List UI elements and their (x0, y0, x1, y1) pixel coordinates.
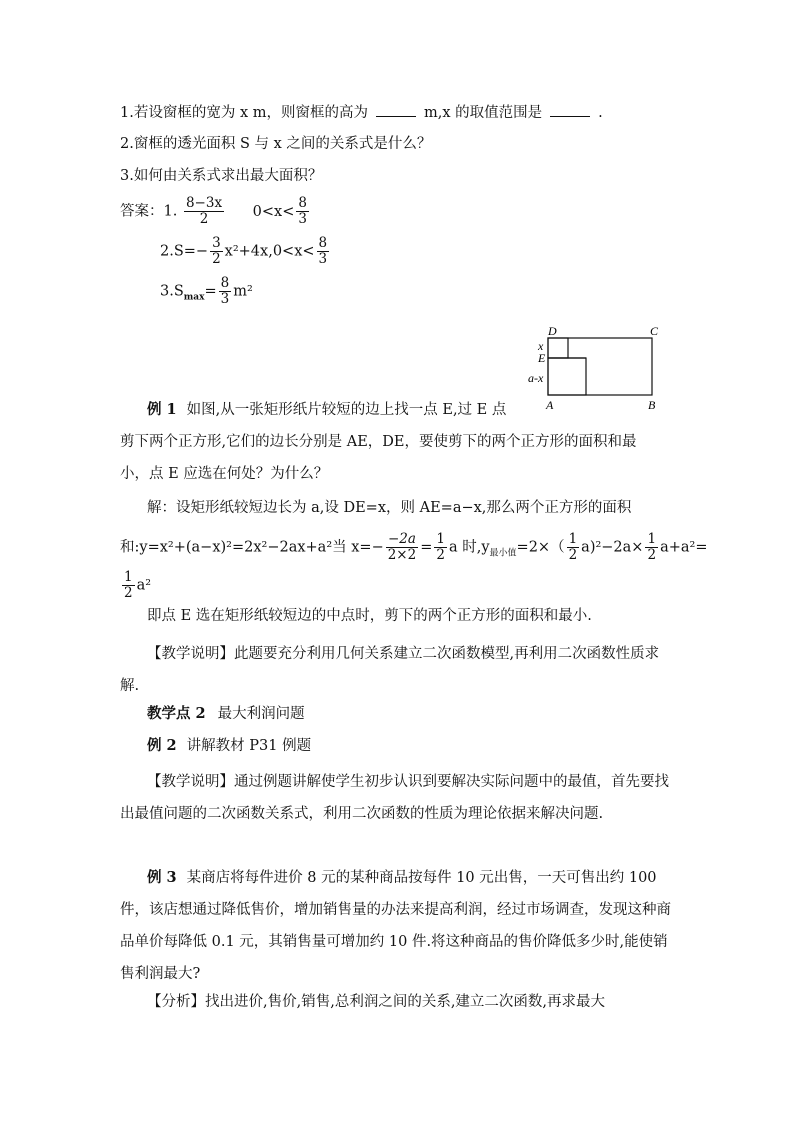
fraction: $\frac{1}{2}$ (568, 531, 578, 563)
answer-2: 2.S=− $\frac{3}{2}$ x²+4x,0<x< $\frac{8}{3}$ (160, 235, 328, 267)
label-C: C (650, 324, 659, 338)
solution-line-2: 和:y=x²+(a−x)²=2x²−2ax+a²当 x=− $\frac{-2a}{2\times 2}$ = $\frac{1}{2}$ a 时$,y_{最小值}=2\times$（ $\frac{1}{2}$ a)²−2a× $\frac{1}{2}$ a+a²= (120, 531, 708, 563)
fraction: $\frac{3}{2}$ (212, 235, 221, 267)
example-3: 例 3 某商店将每件进价 8 元的某种商品按每件 10 元出售，一天可售出约 100 件，该店想通过降低售价，增加销售量的办法来提高利润，经过市场调查，发现这种商品单价每降低 0.1 元，其销售量可增加约 10 件.将这种商品的售价降低多少时,能使销售利润最大? (120, 869, 671, 982)
label-a-x: a-x (528, 371, 544, 385)
teaching-note-1: 【教学说明】此题要充分利用几何关系建立二次函数模型,再利用二次函数性质求解. (120, 646, 660, 694)
answer-3: $3.S_{max}=$ $\frac{8}{3}$ m² (160, 275, 253, 307)
answer-blank-2 (550, 102, 590, 117)
fraction: $\frac{1}{2}$ (124, 569, 133, 601)
solution-line-3: $\frac{1}{2}$ a² (124, 569, 152, 601)
conclusion: 即点 E 选在矩形纸较短边的中点时，剪下的两个正方形的面积和最小. (147, 608, 592, 624)
analysis: 【分析】找出进价,售价,销售,总利润之间的关系,建立二次函数,再求最大 (147, 994, 606, 1010)
label-A: A (546, 398, 554, 412)
example-2: 例 2 讲解教材 P31 例题 (147, 737, 312, 754)
answer-1: 答案：1. $\frac{8-3x}{2}$ 0<x< $\frac{8}{3}$ (120, 195, 307, 227)
solution-line-1: 解：设矩形纸较短边长为 a,设 DE=x，则 AE=a−x,那么两个正方形的面积 (147, 500, 632, 516)
answer-blank-1 (376, 102, 416, 117)
teaching-note-2: 【教学说明】通过例题讲解使学生初步认识到要解决实际问题中的最值，首先要找出最值问题的二次函数关系式，利用二次函数的性质为理论依据来解决问题. (120, 774, 669, 822)
question-2: 2.窗框的透光面积 S 与 x 之间的关系式是什么？ (120, 136, 432, 152)
question-3: 3.如何由关系式求出最大面积？ (120, 168, 323, 184)
fraction: $\frac{8}{3}$ (318, 235, 328, 267)
fraction: $\frac{-2a}{2\times 2}$ (387, 531, 417, 563)
fraction: $\frac{8}{3}$ (220, 275, 230, 307)
label-x: x (538, 339, 544, 353)
label-D: D (548, 324, 557, 338)
label-E: E (538, 351, 546, 365)
example-1-line-1: 例 1 如图,从一张矩形纸片较短的边上找一点 E,过 E 点 (147, 401, 507, 418)
fraction: $\frac{1}{2}$ (647, 531, 657, 563)
question-1: 1.若设窗框的宽为 x m，则窗框的高为 m,x 的取值范围是 . (120, 102, 603, 123)
fraction: $\frac{8}{3}$ (298, 195, 307, 227)
label-B: B (648, 398, 656, 412)
fraction: $\frac{8-3x}{2}$ (185, 195, 223, 227)
example-1-line-2: 剪下两个正方形,它们的边长分别是 AE，DE，要使剪下的两个正方形的面积和最 (120, 434, 637, 450)
fraction: $\frac{1}{2}$ (436, 531, 445, 563)
rectangle-figure (520, 322, 670, 412)
teaching-point-2: 教学点 2 最大利润问题 (147, 705, 305, 722)
example-1-line-3: 小，点 E 应选在何处？为什么？ (120, 466, 329, 482)
